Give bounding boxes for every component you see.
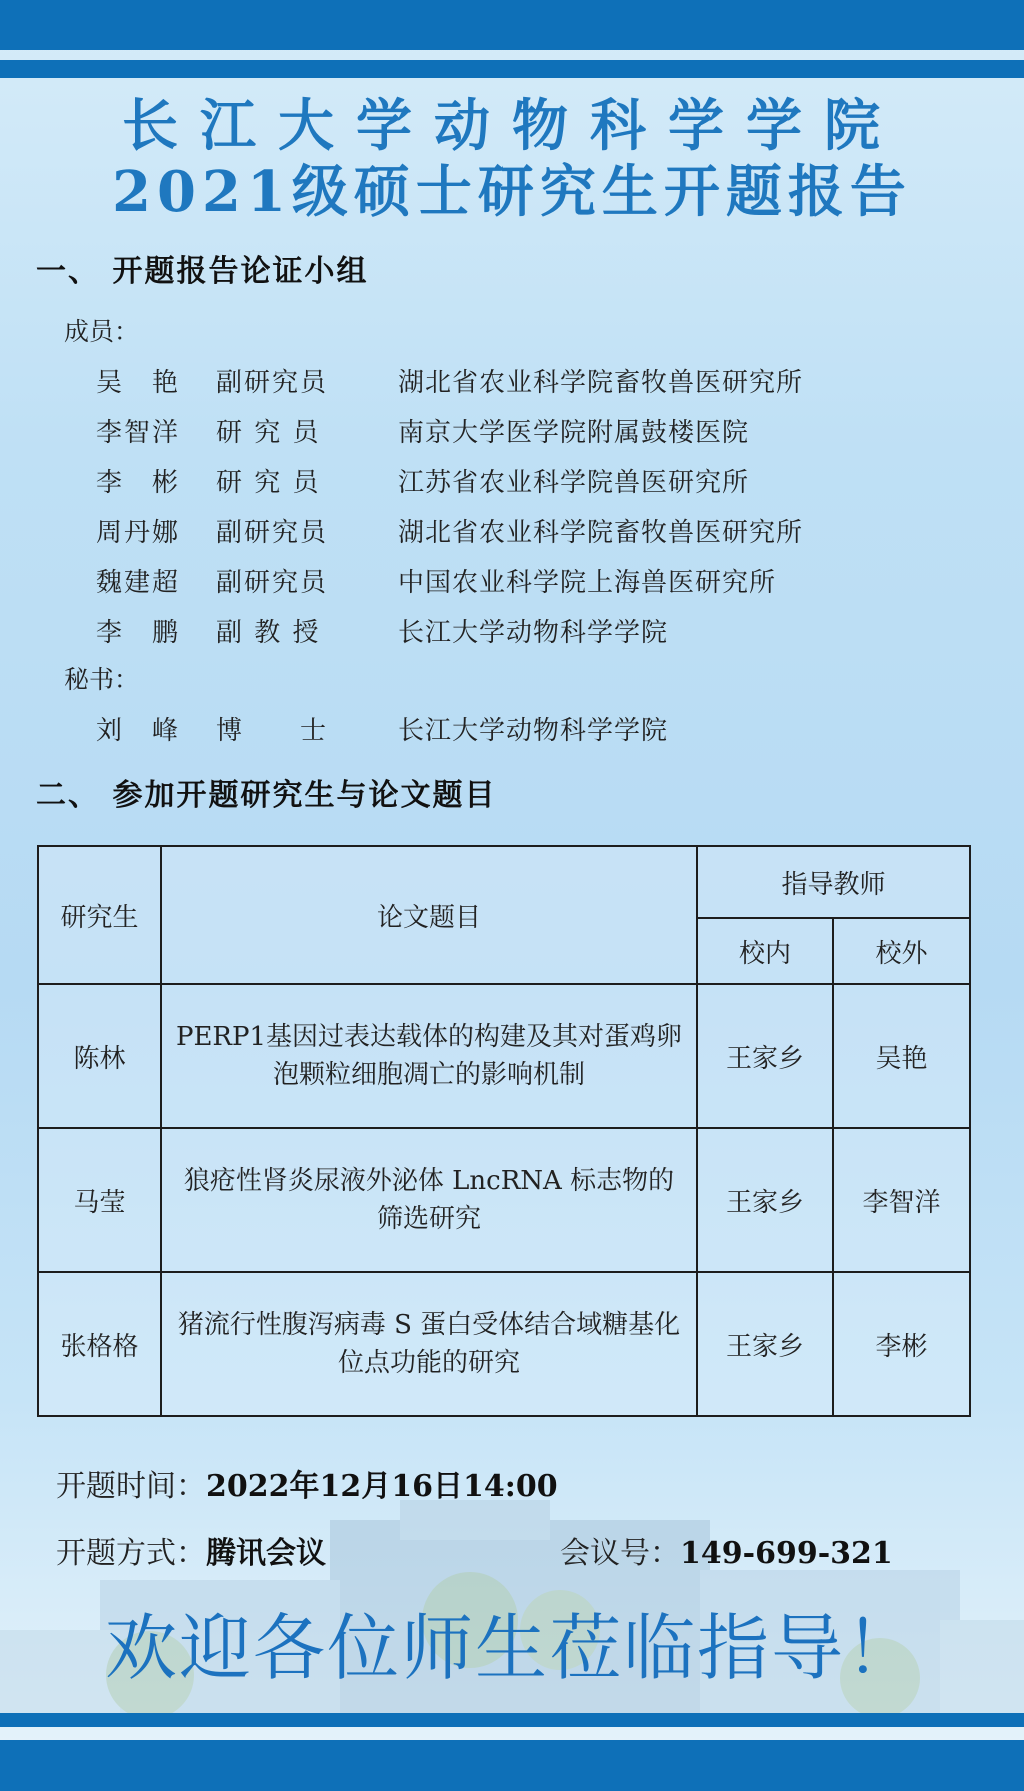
welcome-message: 欢迎各位师生莅临指导！	[104, 1606, 919, 1690]
header-student: 研究生	[38, 846, 161, 984]
top-banner-stripe	[0, 0, 1024, 50]
thesis-cell: 狼疮性肾炎尿液外泌体 LncRNA 标志物的筛选研究	[161, 1128, 697, 1272]
time-info	[56, 1461, 558, 1505]
member-row	[0, 612, 1024, 662]
external-advisor-cell: 李彬	[833, 1272, 970, 1416]
member-title: 副研究员	[216, 568, 329, 598]
member-row	[0, 562, 1024, 612]
members-label: 成员：	[64, 317, 140, 346]
mode-label: 开题方式：	[56, 1536, 206, 1571]
external-advisor-cell: 李智洋	[833, 1128, 970, 1272]
student-cell: 陈林	[38, 984, 161, 1128]
mode-value: 腾讯会议	[206, 1536, 326, 1571]
member-org: 长江大学动物科学学院	[398, 618, 669, 648]
member-org: 湖北省农业科学院畜牧兽医研究所	[398, 518, 804, 548]
table-row	[38, 984, 970, 1128]
secretary-label: 秘书：	[64, 665, 140, 694]
meeting-value: 149-699-321	[680, 1536, 893, 1571]
member-name: 李智洋	[96, 418, 181, 448]
page-title-line2: 2021级硕士研究生开题报告	[112, 159, 912, 225]
secretary-org: 长江大学动物科学学院	[398, 716, 669, 746]
mode-info	[56, 1528, 326, 1572]
internal-advisor-cell: 王家乡	[697, 1272, 833, 1416]
student-cell: 张格格	[38, 1272, 161, 1416]
member-title: 研 究 员	[216, 418, 321, 448]
member-org: 湖北省农业科学院畜牧兽医研究所	[398, 368, 804, 398]
internal-advisor-cell: 王家乡	[697, 984, 833, 1128]
table-row	[38, 1272, 970, 1416]
section1-heading: 一、 开题报告论证小组	[36, 254, 369, 289]
internal-advisor-cell: 王家乡	[697, 1128, 833, 1272]
header-advisor: 指导教师	[697, 846, 970, 918]
top-banner-stripe-thin	[0, 60, 1024, 78]
member-name: 周丹娜	[96, 518, 181, 548]
time-label: 开题时间：	[56, 1469, 206, 1504]
member-title: 研 究 员	[216, 468, 321, 498]
thesis-cell: PERP1基因过表达载体的构建及其对蛋鸡卵泡颗粒细胞凋亡的影响机制	[161, 984, 697, 1128]
member-org: 中国农业科学院上海兽医研究所	[398, 568, 777, 598]
student-cell: 马莹	[38, 1128, 161, 1272]
secretary-name: 刘 峰	[96, 716, 181, 746]
bottom-banner-stripe-thin	[0, 1713, 1024, 1727]
table-row	[38, 1128, 970, 1272]
member-row	[0, 512, 1024, 562]
external-advisor-cell: 吴艳	[833, 984, 970, 1128]
thesis-cell: 猪流行性腹泻病毒 S 蛋白受体结合域糖基化位点功能的研究	[161, 1272, 697, 1416]
member-title: 副研究员	[216, 518, 329, 548]
secretary-title: 博 士	[216, 716, 329, 746]
member-row	[0, 462, 1024, 512]
header-thesis: 论文题目	[161, 846, 697, 984]
member-name: 李 彬	[96, 468, 181, 498]
member-title: 副 教 授	[216, 618, 321, 648]
thesis-table	[37, 845, 971, 1417]
secretary-row	[0, 710, 1024, 760]
meeting-label: 会议号：	[560, 1536, 680, 1571]
meeting-info	[560, 1528, 893, 1572]
time-value: 2022年12月16日14:00	[206, 1469, 558, 1504]
section2-heading: 二、 参加开题研究生与论文题目	[36, 778, 497, 813]
header-internal: 校内	[697, 918, 833, 984]
member-name: 李 鹏	[96, 618, 181, 648]
member-org: 江苏省农业科学院兽医研究所	[398, 468, 750, 498]
member-org: 南京大学医学院附属鼓楼医院	[398, 418, 750, 448]
member-row	[0, 412, 1024, 462]
page-title-line1: 长江大学动物科学学院	[122, 93, 902, 159]
member-name: 魏建超	[96, 568, 181, 598]
header-external: 校外	[833, 918, 970, 984]
member-row	[0, 362, 1024, 412]
bottom-banner-stripe	[0, 1740, 1024, 1791]
member-title: 副研究员	[216, 368, 329, 398]
member-name: 吴 艳	[96, 368, 181, 398]
